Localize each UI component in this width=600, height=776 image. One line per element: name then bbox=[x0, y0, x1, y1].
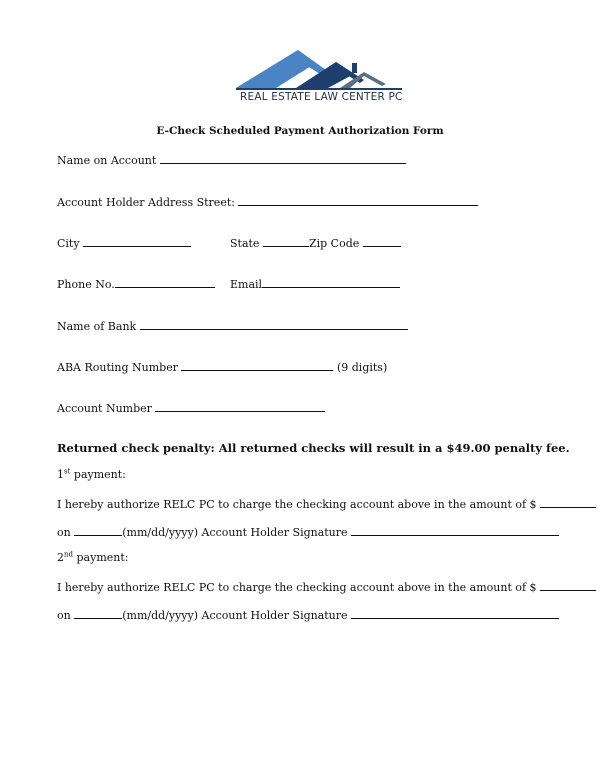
phone-field[interactable] bbox=[115, 276, 215, 288]
email-row bbox=[230, 276, 400, 292]
second-on-label: on bbox=[57, 609, 71, 622]
first-amount-field[interactable] bbox=[540, 496, 596, 508]
state-label: State bbox=[230, 237, 260, 250]
account-number-row bbox=[57, 400, 325, 416]
first-date-format: (mm/dd/yyyy) bbox=[122, 526, 199, 539]
second-payment-number: 2 bbox=[57, 551, 64, 564]
city-label: City bbox=[57, 237, 80, 250]
second-authorize-text: I hereby authorize RELC PC to charge the checking account above in the amount of $ bbox=[57, 581, 537, 594]
first-payment-number: 1 bbox=[57, 468, 64, 481]
first-date-signature-row bbox=[57, 524, 559, 540]
state-zip-group bbox=[230, 235, 401, 251]
first-payment-suffix: st bbox=[64, 467, 71, 476]
name-on-account-row bbox=[57, 152, 406, 168]
zip-label: Zip Code bbox=[308, 237, 360, 250]
name-on-account-field[interactable] bbox=[160, 152, 406, 164]
second-date-format: (mm/dd/yyyy) bbox=[122, 609, 199, 622]
first-on-label: on bbox=[57, 526, 71, 539]
second-amount-field[interactable] bbox=[540, 579, 596, 591]
second-authorize-row bbox=[57, 579, 596, 595]
state-field[interactable] bbox=[263, 235, 309, 247]
aba-note: (9 digits) bbox=[336, 361, 388, 374]
second-payment-heading bbox=[57, 551, 128, 565]
account-number-label: Account Number bbox=[57, 402, 152, 415]
phone-row bbox=[57, 276, 215, 292]
first-signature-label: Account Holder Signature bbox=[201, 526, 348, 539]
address-label: Account Holder Address Street: bbox=[57, 196, 235, 209]
second-signature-label: Account Holder Signature bbox=[201, 609, 348, 622]
aba-row bbox=[57, 359, 387, 375]
phone-label: Phone No. bbox=[57, 278, 115, 291]
first-payment-label: payment: bbox=[73, 468, 126, 481]
email-label: Email bbox=[230, 278, 263, 291]
form-title: E-Check Scheduled Payment Authorization Form bbox=[156, 125, 444, 137]
mountain-roof-icon bbox=[236, 46, 406, 92]
name-on-account-label: Name on Account bbox=[57, 154, 157, 167]
second-payment-label: payment: bbox=[76, 551, 129, 564]
second-date-field[interactable] bbox=[74, 607, 122, 619]
second-date-signature-row bbox=[57, 607, 559, 623]
account-number-field[interactable] bbox=[155, 400, 325, 412]
second-payment-suffix: nd bbox=[64, 550, 73, 559]
logo-text: REAL ESTATE LAW CENTER PC bbox=[240, 91, 403, 103]
email-field[interactable] bbox=[262, 276, 400, 288]
first-payment-heading bbox=[57, 468, 126, 482]
aba-field[interactable] bbox=[181, 359, 333, 371]
address-field[interactable] bbox=[238, 194, 478, 206]
company-logo bbox=[236, 46, 406, 106]
bank-row bbox=[57, 318, 408, 334]
first-authorize-row bbox=[57, 496, 596, 512]
bank-label: Name of Bank bbox=[57, 320, 137, 333]
first-date-field[interactable] bbox=[74, 524, 122, 536]
address-row bbox=[57, 194, 478, 210]
first-signature-field[interactable] bbox=[351, 524, 559, 536]
penalty-notice: Returned check penalty: All returned checks will result in a $49.00 penalty fee. bbox=[57, 441, 570, 455]
city-field[interactable] bbox=[83, 235, 191, 247]
zip-field[interactable] bbox=[363, 235, 401, 247]
second-signature-field[interactable] bbox=[351, 607, 559, 619]
aba-label: ABA Routing Number bbox=[57, 361, 178, 374]
first-authorize-text: I hereby authorize RELC PC to charge the checking account above in the amount of $ bbox=[57, 498, 537, 511]
city-state-zip-row bbox=[57, 235, 191, 251]
bank-field[interactable] bbox=[140, 318, 408, 330]
